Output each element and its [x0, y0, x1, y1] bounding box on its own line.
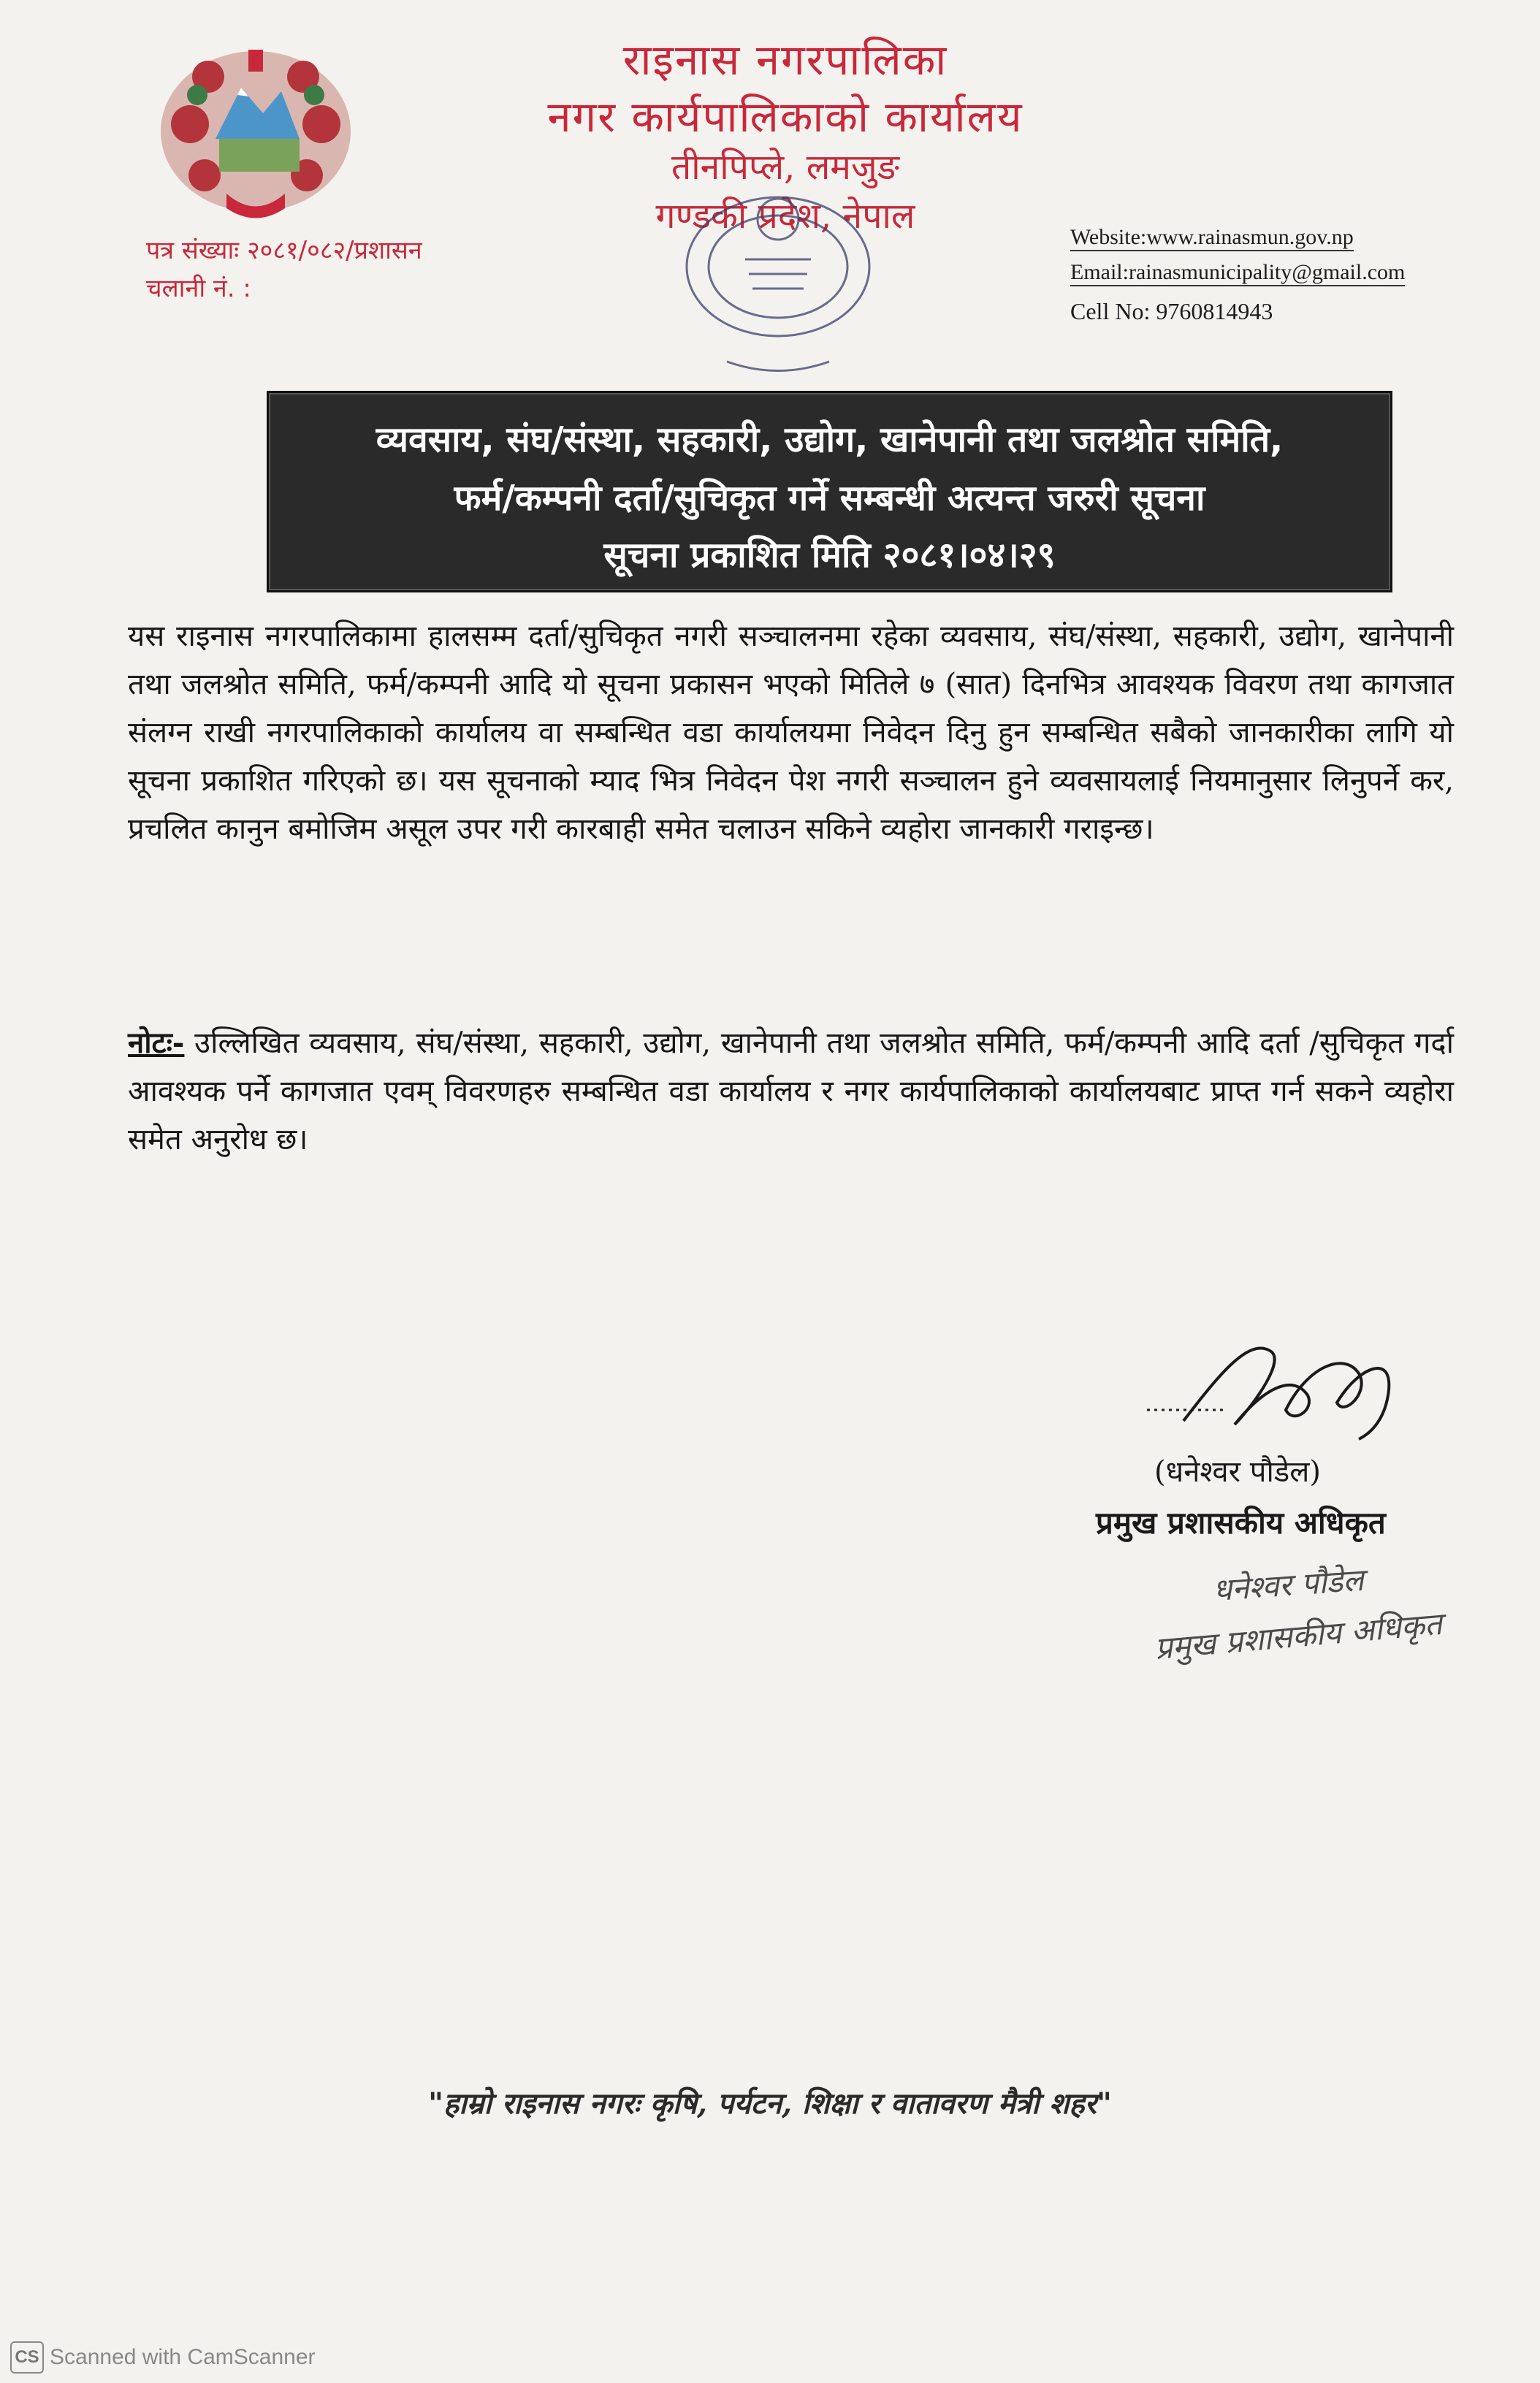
notice-body: यस राइनास नगरपालिकामा हालसम्म दर्ता/सुचिकृत नगरी सञ्चालनमा रहेका व्यवसाय, संघ/संस्था, सहकारी, उद्योग, खानेपानी तथा जलश्रोत समिति, फर्म/कम्पनी आदि यो सूचना प्रकासन भएको मितिले ७ (सात) दिनभित्र आवश्यक विवरण तथा कागजात संलग्न राखी नगरपालिकाको कार्यालय वा सम्बन्धित वडा कार्यालयमा निवेदन दिनु हुन सम्बन्धित सबैको जानकारीका लागि यो सूचना प्रकाशित गरिएको छ। यस सूचनाको म्याद भित्र निवेदन पेश नगरी सञ्चालन हुने व्यवसायलाई नियमानुसार लिनुपर्ने कर, प्रचलित कानुन बमोजिम असूल उपर गरी कारबाही समेत चलाउन सकिने व्यहोरा जानकारी गराइन्छ।	[128, 619, 1454, 846]
letter-number: पत्र संख्याः २०८१/०८२/प्रशासन	[146, 236, 422, 265]
signature-icon	[1140, 1322, 1417, 1446]
office-place: तीनपिप्ले, लमजुङ	[671, 147, 900, 188]
notice-heading-banner	[267, 391, 1392, 592]
notice-heading-line1: व्यवसाय, संघ/संस्था, सहकारी, उद्योग, खानेपानी तथा जलश्रोत समिति,	[376, 419, 1284, 460]
office-stamp-icon	[657, 179, 899, 391]
notice-publish-date: सूचना प्रकाशित मिति २०८१।०४।२९	[603, 535, 1056, 576]
website-link[interactable]: Website:www.rainasmun.gov.np	[1070, 225, 1354, 251]
nepal-emblem-icon	[146, 37, 365, 226]
dispatch-number: चलानी नं. :	[146, 274, 251, 303]
municipality-motto: "हाम्रो राइनास नगरः कृषि, पर्यटन, शिक्षा र वातावरण मैत्री शहर"	[428, 2086, 1112, 2121]
notice-note	[128, 1019, 1454, 1164]
camscanner-logo-icon: CS	[10, 2341, 44, 2374]
notice-heading-line2: फर्म/कम्पनी दर्ता/सुचिकृत गर्ने सम्बन्धी अत्यन्त जरुरी सूचना	[454, 478, 1205, 519]
stamp-signatory-title: प्रमुख प्रशासकीय अधिकृत	[1153, 1605, 1444, 1667]
office-name: नगर कार्यपालिकाको कार्यालय	[547, 92, 1024, 142]
scanner-watermark	[10, 2341, 316, 2374]
scanner-text: Scanned with CamScanner	[50, 2345, 316, 2369]
office-province: गण्डकी प्रदेश, नेपाल	[655, 196, 915, 237]
municipality-name: राइनास नगरपालिका	[622, 35, 948, 85]
email-link[interactable]: Email:rainasmunicipality@gmail.com	[1070, 260, 1405, 286]
cell-number: Cell No: 9760814943	[1070, 298, 1273, 324]
note-text: उल्लिखित व्यवसाय, संघ/संस्था, सहकारी, उद्योग, खानेपानी तथा जलश्रोत समिति, फर्म/कम्पनी आदि दर्ता /सुचिकृत गर्दा आवश्यक पर्ने कागजात एवम् विवरणहरु सम्बन्धित वडा कार्यालय र नगर कार्यपालिकाको कार्यालयबाट प्राप्त गर्न सकने व्यहोरा समेत अनुरोध छ।	[128, 1026, 1454, 1156]
signatory-name: (धनेश्वर पौडेल)	[1154, 1455, 1321, 1489]
note-label: नोटः-	[128, 1026, 185, 1060]
stamp-signatory-name: धनेश्वर पौडेल	[1211, 1561, 1365, 1609]
signatory-title: प्रमुख प्रशासकीय अधिकृत	[1096, 1505, 1386, 1541]
